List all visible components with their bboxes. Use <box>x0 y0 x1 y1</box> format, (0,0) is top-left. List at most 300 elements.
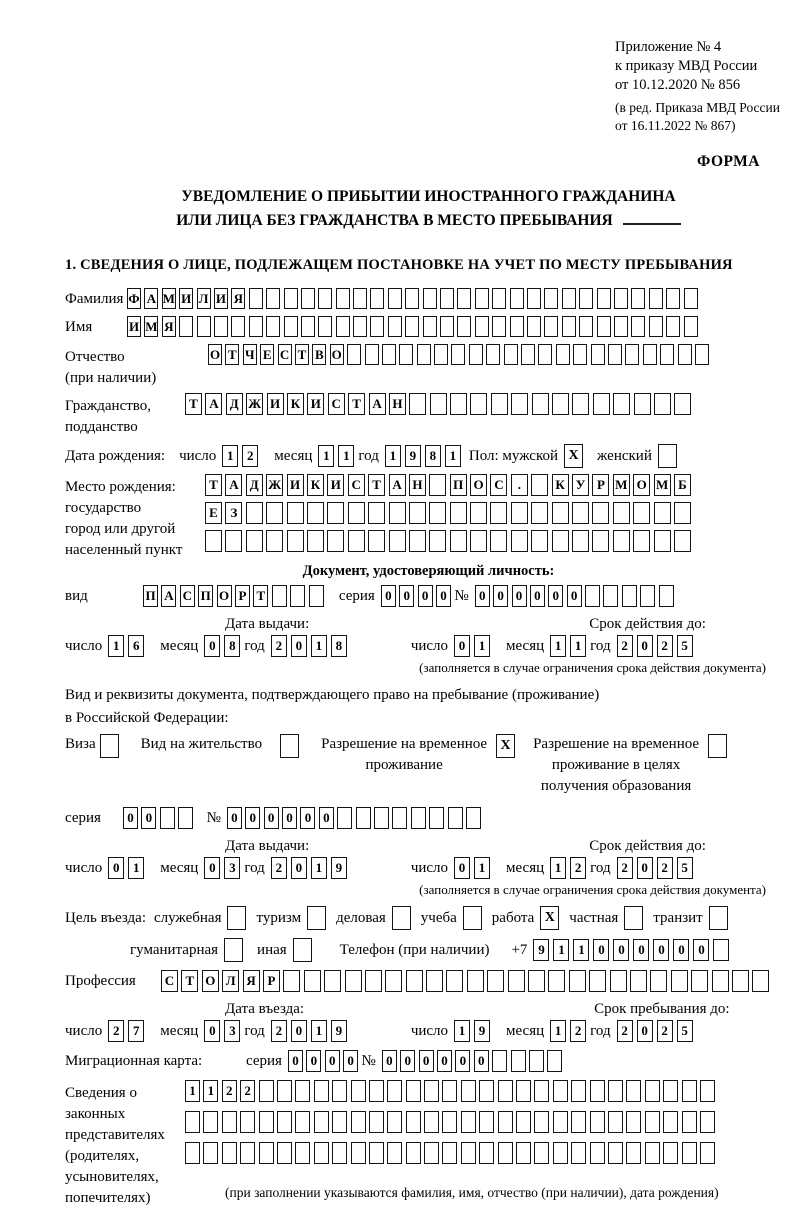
form-cell[interactable] <box>295 1111 310 1133</box>
form-cell[interactable]: 1 <box>550 635 566 657</box>
form-cell[interactable]: 0 <box>227 807 242 829</box>
form-cell[interactable]: 9 <box>405 445 421 467</box>
form-cell[interactable] <box>309 585 324 607</box>
form-cell[interactable] <box>572 393 589 415</box>
form-cell[interactable]: И <box>287 474 304 496</box>
form-cell[interactable] <box>231 316 245 337</box>
form-cell[interactable]: Т <box>295 344 309 365</box>
form-cell[interactable]: 0 <box>306 1050 321 1072</box>
form-cell[interactable] <box>579 316 593 337</box>
form-cell[interactable] <box>504 344 518 365</box>
form-cell[interactable]: О <box>330 344 344 365</box>
form-cell[interactable]: 1 <box>318 445 334 467</box>
form-cell[interactable]: А <box>205 393 222 415</box>
form-cell[interactable] <box>307 502 324 524</box>
form-cell[interactable]: И <box>214 288 228 309</box>
form-cell[interactable] <box>356 807 371 829</box>
form-cell[interactable]: 1 <box>553 939 569 961</box>
form-cell[interactable] <box>259 1111 274 1133</box>
form-cell[interactable] <box>573 344 587 365</box>
form-cell[interactable] <box>649 316 663 337</box>
form-cell[interactable] <box>409 502 426 524</box>
form-cell[interactable]: 5 <box>677 635 693 657</box>
form-cell[interactable] <box>185 1142 200 1164</box>
form-cell[interactable] <box>691 970 708 992</box>
form-cell[interactable] <box>387 1142 402 1164</box>
form-cell[interactable]: С <box>180 585 195 607</box>
form-cell[interactable]: О <box>217 585 232 607</box>
form-cell[interactable] <box>498 1080 513 1102</box>
form-cell[interactable] <box>203 1142 218 1164</box>
form-cell[interactable] <box>287 502 304 524</box>
form-cell[interactable] <box>369 1142 384 1164</box>
form-cell[interactable]: Е <box>205 502 222 524</box>
form-cell[interactable]: 5 <box>677 1020 693 1042</box>
form-cell[interactable] <box>351 1080 366 1102</box>
form-cell[interactable] <box>327 530 344 552</box>
form-cell[interactable] <box>249 316 263 337</box>
form-cell[interactable]: 0 <box>474 1050 489 1072</box>
form-cell[interactable]: 9 <box>331 857 347 879</box>
form-cell[interactable]: 9 <box>474 1020 490 1042</box>
form-cell[interactable]: М <box>613 474 630 496</box>
form-cell[interactable] <box>406 970 423 992</box>
form-cell[interactable] <box>610 970 627 992</box>
form-cell[interactable]: 1 <box>311 635 327 657</box>
form-cell[interactable] <box>450 530 467 552</box>
form-cell[interactable] <box>479 1080 494 1102</box>
form-cell[interactable] <box>608 1111 623 1133</box>
form-cell[interactable] <box>534 1080 549 1102</box>
form-cell[interactable] <box>752 970 769 992</box>
form-cell[interactable] <box>510 288 524 309</box>
form-cell[interactable] <box>405 288 419 309</box>
temp-residence-education-checkbox[interactable] <box>708 734 727 758</box>
form-cell[interactable]: А <box>389 474 406 496</box>
form-cell[interactable]: 2 <box>240 1080 255 1102</box>
form-cell[interactable] <box>369 1111 384 1133</box>
form-cell[interactable]: Т <box>348 393 365 415</box>
form-cell[interactable]: 0 <box>264 807 279 829</box>
purpose-study-checkbox[interactable] <box>463 906 482 930</box>
form-cell[interactable] <box>336 316 350 337</box>
form-cell[interactable] <box>552 393 569 415</box>
form-cell[interactable] <box>461 1111 476 1133</box>
form-cell[interactable] <box>712 970 729 992</box>
form-cell[interactable]: 5 <box>677 857 693 879</box>
form-cell[interactable]: И <box>179 288 193 309</box>
form-cell[interactable]: 0 <box>288 1050 303 1072</box>
form-cell[interactable]: 0 <box>637 1020 653 1042</box>
form-cell[interactable] <box>405 316 419 337</box>
form-cell[interactable]: 1 <box>185 1080 200 1102</box>
form-cell[interactable]: 0 <box>437 1050 452 1072</box>
form-cell[interactable]: 1 <box>385 445 401 467</box>
form-cell[interactable] <box>222 1142 237 1164</box>
form-cell[interactable] <box>579 288 593 309</box>
form-cell[interactable] <box>659 585 674 607</box>
form-cell[interactable]: 0 <box>245 807 260 829</box>
form-cell[interactable]: Д <box>226 393 243 415</box>
form-cell[interactable]: А <box>161 585 176 607</box>
form-cell[interactable]: И <box>327 474 344 496</box>
form-cell[interactable] <box>634 393 651 415</box>
form-cell[interactable] <box>424 1111 439 1133</box>
form-cell[interactable] <box>544 316 558 337</box>
form-cell[interactable]: Я <box>231 288 245 309</box>
form-cell[interactable] <box>277 1142 292 1164</box>
form-cell[interactable]: 2 <box>108 1020 124 1042</box>
form-cell[interactable] <box>534 1142 549 1164</box>
form-cell[interactable] <box>266 502 283 524</box>
form-cell[interactable] <box>508 970 525 992</box>
form-cell[interactable] <box>205 530 222 552</box>
form-cell[interactable] <box>348 502 365 524</box>
form-cell[interactable] <box>666 316 680 337</box>
form-cell[interactable]: Т <box>253 585 268 607</box>
form-cell[interactable]: 8 <box>331 635 347 657</box>
form-cell[interactable]: Т <box>205 474 222 496</box>
form-cell[interactable] <box>562 316 576 337</box>
form-cell[interactable]: Р <box>235 585 250 607</box>
form-cell[interactable] <box>470 530 487 552</box>
form-cell[interactable] <box>532 393 549 415</box>
form-cell[interactable] <box>332 1142 347 1164</box>
form-cell[interactable]: Т <box>181 970 198 992</box>
form-cell[interactable] <box>389 502 406 524</box>
form-cell[interactable] <box>203 1111 218 1133</box>
form-cell[interactable] <box>613 530 630 552</box>
form-cell[interactable] <box>479 1142 494 1164</box>
form-cell[interactable] <box>682 1142 697 1164</box>
form-cell[interactable]: С <box>278 344 292 365</box>
form-cell[interactable] <box>406 1111 421 1133</box>
form-cell[interactable]: И <box>307 393 324 415</box>
form-cell[interactable] <box>374 807 389 829</box>
form-cell[interactable] <box>640 585 655 607</box>
form-cell[interactable]: 2 <box>657 1020 673 1042</box>
form-cell[interactable]: 0 <box>141 807 156 829</box>
form-cell[interactable] <box>614 316 628 337</box>
form-cell[interactable] <box>429 530 446 552</box>
form-cell[interactable] <box>411 807 426 829</box>
form-cell[interactable]: 2 <box>657 857 673 879</box>
form-cell[interactable] <box>424 1080 439 1102</box>
form-cell[interactable] <box>603 585 618 607</box>
form-cell[interactable] <box>382 344 396 365</box>
form-cell[interactable] <box>197 316 211 337</box>
form-cell[interactable]: 2 <box>271 635 287 657</box>
form-cell[interactable] <box>283 970 300 992</box>
form-cell[interactable] <box>259 1080 274 1102</box>
form-cell[interactable] <box>590 1142 605 1164</box>
form-cell[interactable]: М <box>654 474 671 496</box>
form-cell[interactable]: М <box>144 316 158 337</box>
form-cell[interactable] <box>185 1111 200 1133</box>
form-cell[interactable] <box>284 316 298 337</box>
form-cell[interactable] <box>295 1080 310 1102</box>
form-cell[interactable] <box>429 807 444 829</box>
form-cell[interactable] <box>654 502 671 524</box>
form-cell[interactable] <box>246 530 263 552</box>
form-cell[interactable]: 8 <box>425 445 441 467</box>
form-cell[interactable] <box>548 970 565 992</box>
form-cell[interactable]: 6 <box>128 635 144 657</box>
form-cell[interactable] <box>649 288 663 309</box>
form-cell[interactable] <box>457 288 471 309</box>
form-cell[interactable]: С <box>348 474 365 496</box>
form-cell[interactable]: 0 <box>325 1050 340 1072</box>
form-cell[interactable] <box>399 344 413 365</box>
form-cell[interactable] <box>387 1080 402 1102</box>
form-cell[interactable] <box>214 316 228 337</box>
form-cell[interactable] <box>625 344 639 365</box>
form-cell[interactable]: 0 <box>291 635 307 657</box>
form-cell[interactable]: Ж <box>266 474 283 496</box>
form-cell[interactable] <box>467 970 484 992</box>
form-cell[interactable] <box>498 1111 513 1133</box>
form-cell[interactable]: П <box>198 585 213 607</box>
form-cell[interactable] <box>314 1080 329 1102</box>
form-cell[interactable] <box>556 344 570 365</box>
form-cell[interactable] <box>682 1080 697 1102</box>
visa-checkbox[interactable] <box>100 734 119 758</box>
form-cell[interactable] <box>318 316 332 337</box>
form-cell[interactable]: 2 <box>617 635 633 657</box>
form-cell[interactable] <box>660 344 674 365</box>
form-cell[interactable] <box>351 1111 366 1133</box>
form-cell[interactable] <box>284 288 298 309</box>
residence-permit-checkbox[interactable] <box>280 734 299 758</box>
form-cell[interactable] <box>409 393 426 415</box>
form-cell[interactable] <box>469 344 483 365</box>
form-cell[interactable] <box>475 288 489 309</box>
form-cell[interactable] <box>353 316 367 337</box>
temp-residence-checkbox[interactable]: X <box>496 734 515 758</box>
form-cell[interactable] <box>492 1050 507 1072</box>
form-cell[interactable] <box>246 502 263 524</box>
form-cell[interactable] <box>332 1080 347 1102</box>
form-cell[interactable]: Ф <box>127 288 141 309</box>
form-cell[interactable] <box>160 807 175 829</box>
form-cell[interactable] <box>527 288 541 309</box>
form-cell[interactable] <box>318 288 332 309</box>
form-cell[interactable]: 2 <box>570 857 586 879</box>
form-cell[interactable]: 1 <box>338 445 354 467</box>
form-cell[interactable] <box>645 1080 660 1102</box>
purpose-business-checkbox[interactable] <box>392 906 411 930</box>
form-cell[interactable] <box>544 288 558 309</box>
form-cell[interactable]: 0 <box>419 1050 434 1072</box>
form-cell[interactable]: К <box>307 474 324 496</box>
form-cell[interactable] <box>671 970 688 992</box>
form-cell[interactable]: 1 <box>474 857 490 879</box>
form-cell[interactable] <box>314 1142 329 1164</box>
form-cell[interactable]: М <box>162 288 176 309</box>
form-cell[interactable] <box>552 502 569 524</box>
form-cell[interactable]: О <box>202 970 219 992</box>
form-cell[interactable] <box>631 316 645 337</box>
form-cell[interactable]: 0 <box>530 585 545 607</box>
form-cell[interactable]: А <box>225 474 242 496</box>
form-cell[interactable]: 0 <box>204 635 220 657</box>
form-cell[interactable] <box>527 316 541 337</box>
form-cell[interactable] <box>633 502 650 524</box>
form-cell[interactable] <box>266 316 280 337</box>
form-cell[interactable] <box>440 288 454 309</box>
form-cell[interactable] <box>622 585 637 607</box>
form-cell[interactable]: 0 <box>475 585 490 607</box>
form-cell[interactable] <box>337 807 352 829</box>
form-cell[interactable] <box>643 344 657 365</box>
form-cell[interactable] <box>492 288 506 309</box>
form-cell[interactable] <box>301 316 315 337</box>
form-cell[interactable]: 0 <box>512 585 527 607</box>
form-cell[interactable]: Я <box>162 316 176 337</box>
purpose-private-checkbox[interactable] <box>624 906 643 930</box>
form-cell[interactable] <box>277 1080 292 1102</box>
form-cell[interactable] <box>409 530 426 552</box>
form-cell[interactable] <box>370 316 384 337</box>
form-cell[interactable]: 0 <box>400 1050 415 1072</box>
form-cell[interactable] <box>516 1111 531 1133</box>
form-cell[interactable] <box>626 1111 641 1133</box>
form-cell[interactable]: 3 <box>224 1020 240 1042</box>
form-cell[interactable]: 0 <box>382 1050 397 1072</box>
form-cell[interactable] <box>650 970 667 992</box>
form-cell[interactable] <box>663 1142 678 1164</box>
form-cell[interactable] <box>510 316 524 337</box>
form-cell[interactable]: В <box>312 344 326 365</box>
form-cell[interactable]: 2 <box>271 1020 287 1042</box>
form-cell[interactable] <box>406 1142 421 1164</box>
form-cell[interactable] <box>266 288 280 309</box>
form-cell[interactable]: Р <box>263 970 280 992</box>
form-cell[interactable]: 0 <box>454 857 470 879</box>
form-cell[interactable] <box>314 1111 329 1133</box>
form-cell[interactable] <box>461 1142 476 1164</box>
sex-male-checkbox[interactable]: X <box>564 444 583 468</box>
form-cell[interactable] <box>353 288 367 309</box>
form-cell[interactable]: К <box>287 393 304 415</box>
form-cell[interactable] <box>538 344 552 365</box>
form-cell[interactable]: З <box>225 502 242 524</box>
form-cell[interactable] <box>674 530 691 552</box>
form-cell[interactable]: 2 <box>222 1080 237 1102</box>
form-cell[interactable] <box>608 1142 623 1164</box>
form-cell[interactable] <box>388 316 402 337</box>
form-cell[interactable] <box>426 970 443 992</box>
form-cell[interactable]: 0 <box>436 585 451 607</box>
form-cell[interactable]: 0 <box>693 939 709 961</box>
form-cell[interactable] <box>534 1111 549 1133</box>
form-cell[interactable] <box>684 288 698 309</box>
form-cell[interactable]: 0 <box>637 635 653 657</box>
form-cell[interactable] <box>589 970 606 992</box>
form-cell[interactable] <box>304 970 321 992</box>
form-cell[interactable] <box>348 530 365 552</box>
form-cell[interactable]: А <box>144 288 158 309</box>
form-cell[interactable] <box>442 1080 457 1102</box>
form-cell[interactable] <box>571 1142 586 1164</box>
form-cell[interactable]: И <box>127 316 141 337</box>
form-cell[interactable] <box>531 474 548 496</box>
form-cell[interactable]: 2 <box>570 1020 586 1042</box>
form-cell[interactable] <box>336 288 350 309</box>
form-cell[interactable]: 0 <box>593 939 609 961</box>
form-cell[interactable]: Т <box>225 344 239 365</box>
form-cell[interactable] <box>461 1080 476 1102</box>
form-cell[interactable] <box>592 502 609 524</box>
form-cell[interactable] <box>301 288 315 309</box>
form-cell[interactable] <box>450 502 467 524</box>
form-cell[interactable] <box>571 1111 586 1133</box>
form-cell[interactable]: . <box>511 474 528 496</box>
form-cell[interactable]: 0 <box>567 585 582 607</box>
form-cell[interactable] <box>365 344 379 365</box>
form-cell[interactable]: 1 <box>222 445 238 467</box>
form-cell[interactable]: 2 <box>657 635 673 657</box>
form-cell[interactable] <box>479 1111 494 1133</box>
form-cell[interactable] <box>531 502 548 524</box>
form-cell[interactable]: 1 <box>311 1020 327 1042</box>
form-cell[interactable]: И <box>267 393 284 415</box>
form-cell[interactable]: 0 <box>548 585 563 607</box>
form-cell[interactable] <box>249 288 263 309</box>
form-cell[interactable]: О <box>208 344 222 365</box>
form-cell[interactable] <box>732 970 749 992</box>
form-cell[interactable]: Н <box>409 474 426 496</box>
form-cell[interactable] <box>392 807 407 829</box>
form-cell[interactable]: 0 <box>455 1050 470 1072</box>
form-cell[interactable] <box>654 530 671 552</box>
form-cell[interactable]: 1 <box>128 857 144 879</box>
form-cell[interactable] <box>272 585 287 607</box>
form-cell[interactable]: 2 <box>242 445 258 467</box>
form-cell[interactable] <box>608 1080 623 1102</box>
form-cell[interactable]: 1 <box>445 445 461 467</box>
form-cell[interactable] <box>700 1142 715 1164</box>
form-cell[interactable]: У <box>572 474 589 496</box>
form-cell[interactable]: Л <box>222 970 239 992</box>
form-cell[interactable] <box>613 393 630 415</box>
form-cell[interactable]: Я <box>243 970 260 992</box>
form-cell[interactable]: С <box>161 970 178 992</box>
form-cell[interactable] <box>365 970 382 992</box>
form-cell[interactable]: 0 <box>282 807 297 829</box>
form-cell[interactable]: 0 <box>291 1020 307 1042</box>
form-cell[interactable] <box>645 1142 660 1164</box>
form-cell[interactable] <box>547 1050 562 1072</box>
form-cell[interactable] <box>572 502 589 524</box>
purpose-official-checkbox[interactable] <box>227 906 246 930</box>
form-cell[interactable] <box>490 502 507 524</box>
form-cell[interactable] <box>345 970 362 992</box>
form-cell[interactable] <box>266 530 283 552</box>
form-cell[interactable]: Д <box>246 474 263 496</box>
form-cell[interactable] <box>327 502 344 524</box>
purpose-work-checkbox[interactable]: X <box>540 906 559 930</box>
form-cell[interactable]: 0 <box>204 857 220 879</box>
form-cell[interactable] <box>324 970 341 992</box>
form-cell[interactable] <box>678 344 692 365</box>
form-cell[interactable] <box>700 1111 715 1133</box>
form-cell[interactable]: С <box>490 474 507 496</box>
form-cell[interactable] <box>486 344 500 365</box>
form-cell[interactable] <box>516 1080 531 1102</box>
form-cell[interactable] <box>562 288 576 309</box>
form-cell[interactable] <box>511 530 528 552</box>
